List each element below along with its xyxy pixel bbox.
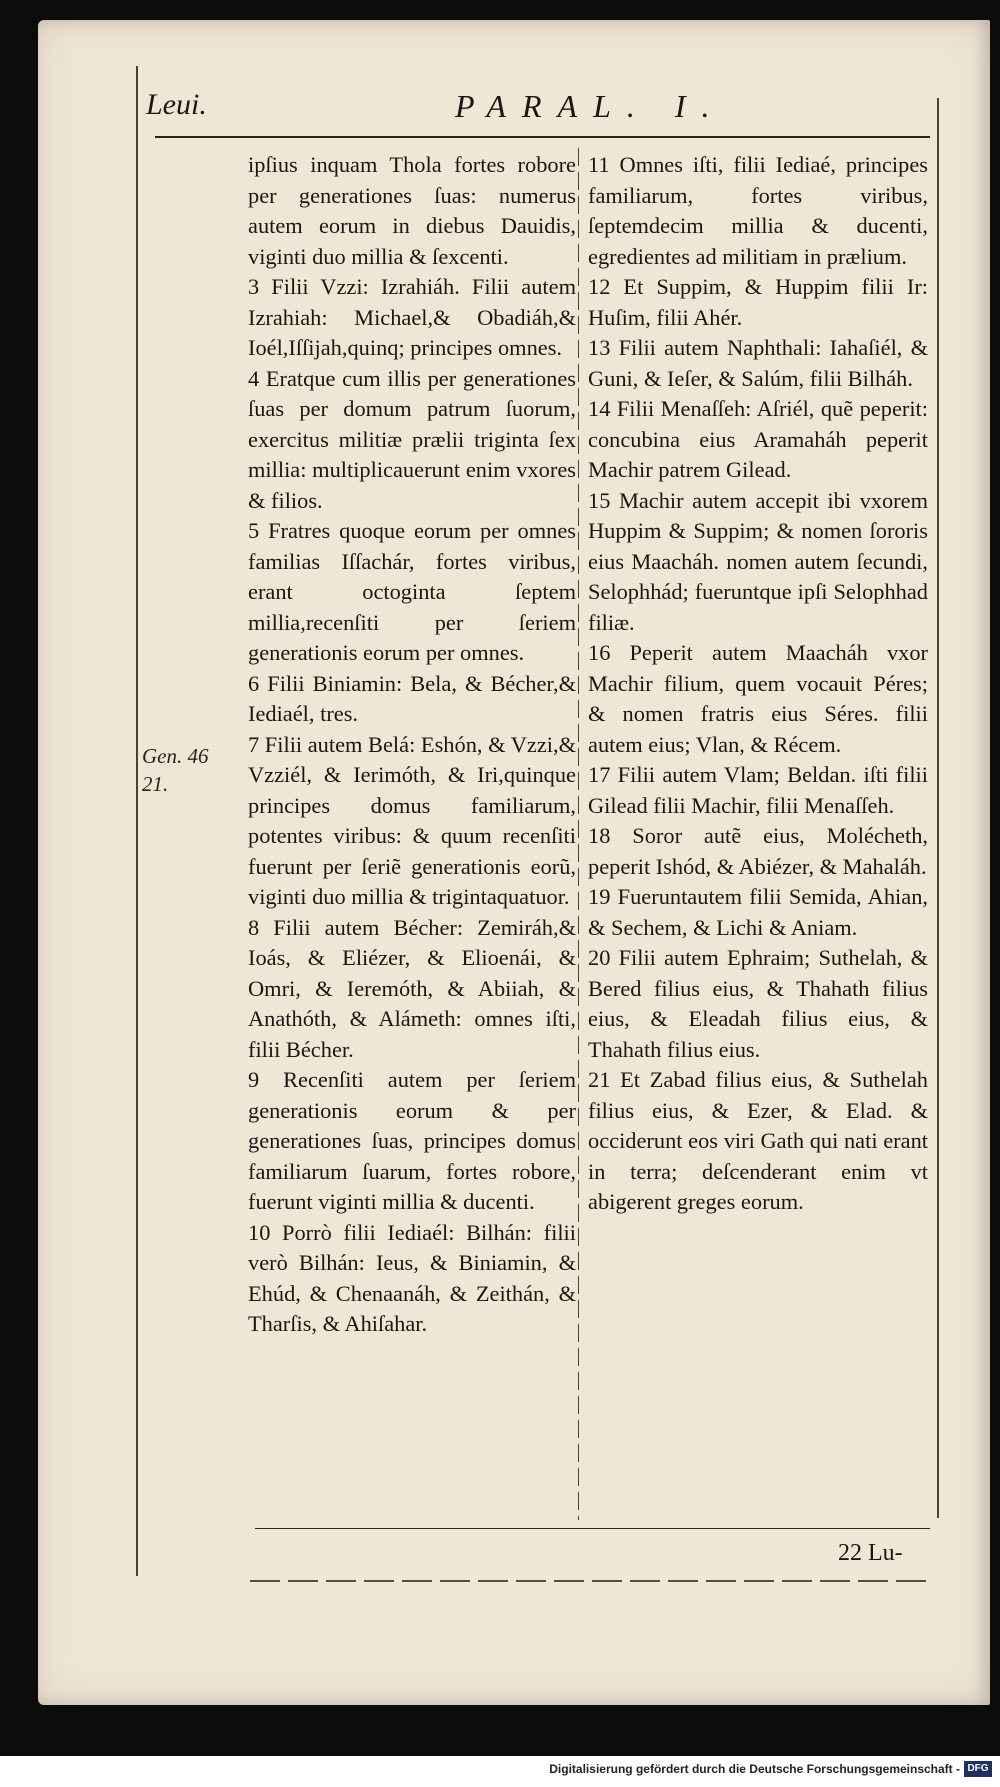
verse-paragraph: 17 Filii autem Vlam; Beldan. iſti filii Gilead filii Machir, filii Menaſſeh. bbox=[588, 762, 928, 818]
bottom-rule bbox=[255, 1528, 930, 1529]
running-header bbox=[140, 88, 940, 138]
margin-rule bbox=[136, 66, 138, 1576]
verse-paragraph: 19 Fueruntautem filii Semida, Ahian, & Sechem, & Lichi & Aniam. bbox=[588, 884, 928, 940]
outer-rule bbox=[937, 98, 939, 1518]
verse-paragraph: 20 Filii autem Ephraim; Suthelah, & Bered filius eius, & Thahath filius eius, & Eleadah filius eius, & Thahath filius eius. bbox=[588, 945, 928, 1062]
verse-paragraph: 7 Filii autem Belá: Eshón, & Vzzi,& Vzziél, & Ierimóth, & Iri,quinque principes domus familiarum, potentes viribus: & quum recenſiti fuerunt per ſeriẽ generationis eorũ, viginti duo millia & trigintaquatuor. bbox=[248, 731, 576, 909]
verse-paragraph: 16 Peperit autem Maacháh vxor Machir filium, quem vocauit Péres; & nomen fratris eius Séres. filii autem eius; Vlan, & Récem. bbox=[588, 640, 928, 757]
verse-paragraph: 3 Filii Vzzi: Izrahiáh. Filii autem Izrahiah: Michael,& Obadiáh,& Ioél,Iſſijah,quinq; principes omnes. bbox=[248, 274, 576, 360]
running-head-title: PARAL. I. bbox=[455, 88, 726, 124]
header-rule bbox=[155, 136, 930, 138]
verse-paragraph: ipſius inquam Thola fortes robore per generationes ſuas: numerus autem eorum in diebus Dauidis, viginti duo millia & ſexcenti. bbox=[248, 152, 576, 269]
running-head-left: Leui. bbox=[146, 88, 207, 121]
verse-paragraph: 11 Omnes iſti, filii Iediaé, principes familiarum, fortes viribus, ſeptemdecim millia & ducenti, egredientes ad militiam in prælium. bbox=[588, 152, 928, 269]
page-edge-rule bbox=[250, 1580, 930, 1582]
verse-paragraph: 8 Filii autem Bécher: Zemiráh,& Ioás, & Eliézer, & Elioenái, & Omri, & Ieremóth, & Abiiah, & Anathóth, & Alámeth: omnes iſti, filii Bécher. bbox=[248, 914, 576, 1062]
margin-note bbox=[142, 742, 209, 798]
footer-credit-text: Digitalisierung gefördert durch die Deutsche Forschungsgemeinschaft - bbox=[549, 1762, 960, 1776]
verse-paragraph: 15 Machir autem accepit ibi vxorem Huppim & Suppim; & nomen ſororis eius Maacháh. nomen autem ſecundi, Selophhád; fueruntque ipſi Selophhad filiæ. bbox=[588, 487, 928, 635]
right-text-column bbox=[588, 150, 928, 1218]
verse-paragraph: 6 Filii Biniamin: Bela, & Bécher,& Iediaél, tres. bbox=[248, 670, 576, 726]
verse-paragraph: 14 Filii Menaſſeh: Aſriél, quẽ peperit: concubina eius Aramaháh peperit Machir patrem Gilead. bbox=[588, 396, 928, 482]
catchword: 22 Lu- bbox=[838, 1540, 903, 1566]
verse-paragraph: 18 Soror autẽ eius, Molécheth, peperit Ishód, & Abiézer, & Mahaláh. bbox=[588, 823, 928, 879]
left-text-column bbox=[248, 150, 576, 1340]
dfg-logo-icon: DFG bbox=[964, 1761, 992, 1777]
column-divider bbox=[578, 148, 579, 1520]
verse-paragraph: 4 Eratque cum illis per generationes ſuas per domum patrum ſuorum, exercitus militiæ prælii triginta ſex millia: multiplicauerunt enim vxores & filios. bbox=[248, 365, 576, 513]
verse-paragraph: 5 Fratres quoque eorum per omnes familias Iſſachár, fortes viribus, erant octoginta ſeptem millia,recenſiti per ſeriem generationis eorum per omnes. bbox=[248, 518, 576, 665]
verse-paragraph: 9 Recenſiti autem per ſeriem generationis eorum & per generationes ſuas, principes domus familiarum ſuarum, fortes robore, fuerunt viginti millia & ducenti. bbox=[248, 1067, 576, 1214]
verse-paragraph: 10 Porrò filii Iediaél: Bilhán: filii verò Bilhán: Ieus, & Biniamin, & Ehúd, & Chenaanáh, & Zeithán, & Tharſis, & Ahiſahar. bbox=[248, 1219, 576, 1336]
verse-paragraph: 13 Filii autem Naphthali: Iahaſiél, & Guni, & Ieſer, & Salúm, filii Bilháh. bbox=[588, 335, 928, 391]
margin-note-line: 21. bbox=[142, 772, 169, 796]
verse-paragraph: 21 Et Zabad filius eius, & Suthelah filius eius, & Ezer, & Elad. & occiderunt eos viri Gath qui nati erant in terra; deſcenderant enim vt abigerent greges eorum. bbox=[588, 1067, 928, 1214]
margin-note-line: Gen. 46 bbox=[142, 744, 209, 768]
verse-paragraph: 12 Et Suppim, & Huppim filii Ir: Huſim, filii Ahér. bbox=[588, 274, 928, 330]
